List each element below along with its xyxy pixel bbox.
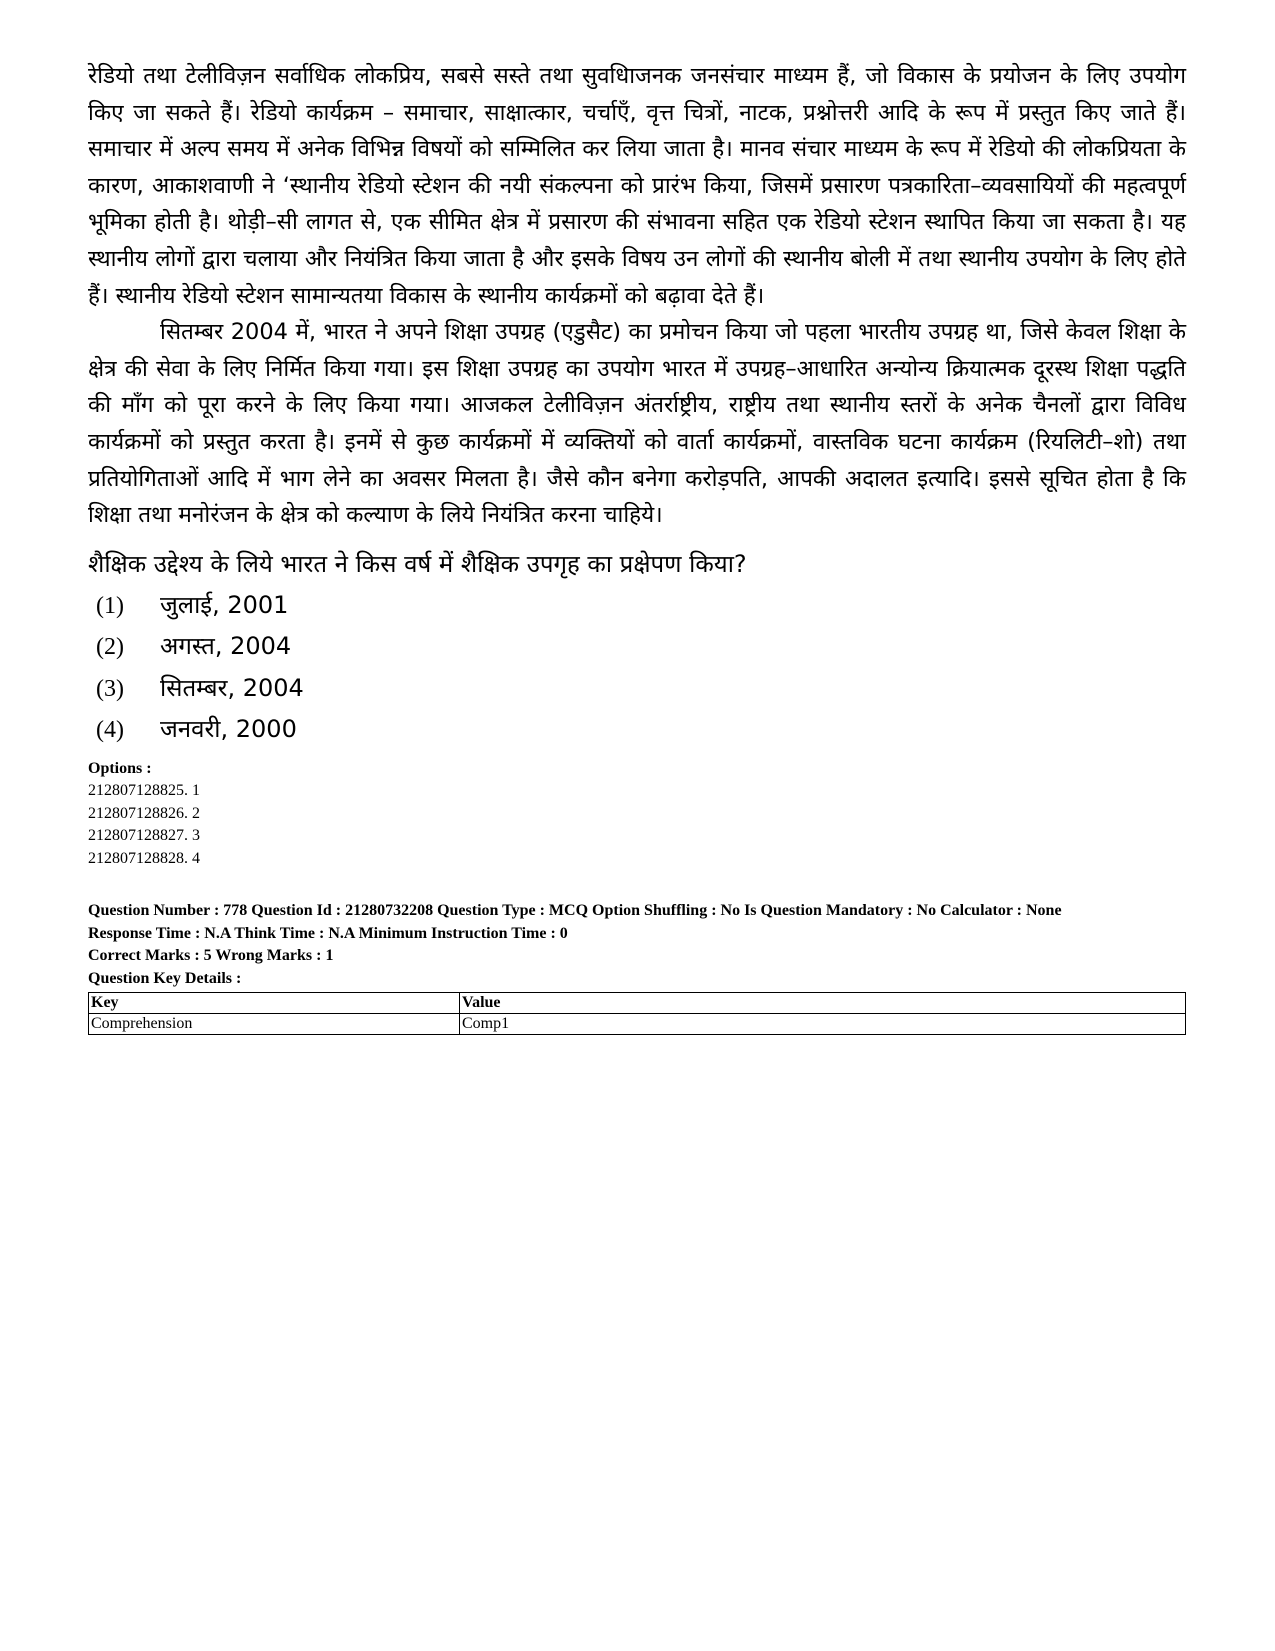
key-details-heading: Question Key Details : [88, 969, 242, 987]
answer-choice [88, 709, 1186, 751]
key-details-table [88, 992, 1186, 1035]
answer-choice [88, 626, 1186, 668]
answer-choice [88, 585, 1186, 627]
options-list [88, 780, 1186, 870]
option-id-item: 212807128828. 4 [88, 849, 200, 867]
choice-number: (2) [96, 634, 124, 661]
option-id-item: 212807128825. 1 [88, 782, 200, 800]
answer-choices [88, 585, 1186, 751]
question-page [88, 58, 1186, 1035]
marks-line: Correct Marks : 5 Wrong Marks : 1 [88, 947, 334, 965]
question-text: शैक्षिक उद्देश्य के लिये भारत ने किस वर्ष में शैक्षिक उपगृह का प्रक्षेपण किया? [88, 549, 747, 578]
choice-number: (3) [96, 675, 124, 702]
choice-text: जनवरी, 2000 [160, 715, 297, 744]
answer-choice [88, 668, 1186, 710]
choice-text: अगस्त, 2004 [160, 632, 292, 661]
comprehension-passage [88, 58, 1186, 534]
option-id-item: 212807128826. 2 [88, 804, 200, 822]
options-heading: Options : [88, 759, 152, 777]
table-header-value: Value [460, 993, 1186, 1014]
question-info-line-1: Question Number : 778 Question Id : 21280732208 Question Type : MCQ Option Shuffling : No Is Question Mandatory : No Calculator : None [88, 902, 1062, 920]
passage-paragraph-1: रेडियो तथा टेलीविज़न सर्वाधिक लोकप्रिय, सबसे सस्ते तथा सुवधिाजनक जनसंचार माध्यम हैं, जो विकास के प्रयोजन के लिए उपयोग किए जा सकते हैं। रेडियो कार्यक्रम – समाचार, साक्षात्कार, चर्चाएँ, वृत्त चित्रों, नाटक, प्रश्नोत्तरी आदि के रूप में प्रस्तुत किए जाते हैं। समाचार में अल्प समय में अनेक विभिन्न विषयों को सम्मिलित कर लिया जाता है। मानव संचार माध्यम के रूप में रेडियो की लोकप्रियता के कारण, आकाशवाणी ने ‘स्थानीय रेडियो स्टेशन की नयी संकल्पना को प्रारंभ किया, जिसमें प्रसारण पत्रकारिता–व्यवसायियों की महत्वपूर्ण भूमिका होती है। थोड़ी–सी लागत से, एक सीमित क्षेत्र में प्रसारण की संभावना सहित एक रेडियो स्टेशन स्थापित किया जा सकता है। यह स्थानीय लोगों द्वारा चलाया और नियंत्रित किया जाता है और इसके विषय उन लोगों की स्थानीय बोली में तथा स्थानीय उपयोग के लिए होते हैं। स्थानीय रेडियो स्टेशन सामान्यतया विकास के स्थानीय कार्यक्रमों को बढ़ावा देते हैं। [88, 63, 1186, 309]
table-header-key: Key [89, 993, 460, 1014]
option-id-item: 212807128827. 3 [88, 827, 200, 845]
table-header-row [89, 993, 1186, 1014]
choice-number: (4) [96, 717, 124, 744]
options-block [88, 758, 1186, 871]
table-cell-key: Comprehension [89, 1014, 460, 1035]
choice-text: जुलाई, 2001 [160, 590, 289, 619]
question-info [88, 900, 1186, 990]
table-row [89, 1014, 1186, 1035]
table-cell-value: Comp1 [460, 1014, 1186, 1035]
passage-paragraph-2: सितम्बर 2004 में, भारत ने अपने शिक्षा उपग्रह (एडुसैट) का प्रमोचन किया जो पहला भारतीय उपग्रह था, जिसे केवल शिक्षा के क्षेत्र की सेवा के लिए निर्मित किया गया। इस शिक्षा उपग्रह का उपयोग भारत में उपग्रह–आधारित अन्योन्य क्रियात्मक दूरस्थ शिक्षा पद्धति की माँग को पूरा करने के लिए किया गया। आजकल टेलीविज़न अंतर्राष्ट्रीय, राष्ट्रीय तथा स्थानीय स्तरों के अनेक चैनलों द्वारा विविध कार्यक्रमों को प्रस्तुत करता है। इनमें से कुछ कार्यक्रमों में व्यक्तियों को वार्ता कार्यक्रमों, वास्तविक घटना कार्यक्रम (रियलिटी–शो) तथा प्रतियोगिताओं आदि में भाग लेने का अवसर मिलता है। जैसे कौन बनेगा करोड़पति, आपकी अदालत इत्यादि। इससे सूचित होता है कि शिक्षा तथा मनोरंजन के क्षेत्र को कल्याण के लिये नियंत्रित करना चाहिये। [88, 319, 1186, 529]
choice-number: (1) [96, 592, 124, 619]
question-info-line-2: Response Time : N.A Think Time : N.A Minimum Instruction Time : 0 [88, 924, 568, 942]
choice-text: सितम्बर, 2004 [160, 673, 304, 702]
